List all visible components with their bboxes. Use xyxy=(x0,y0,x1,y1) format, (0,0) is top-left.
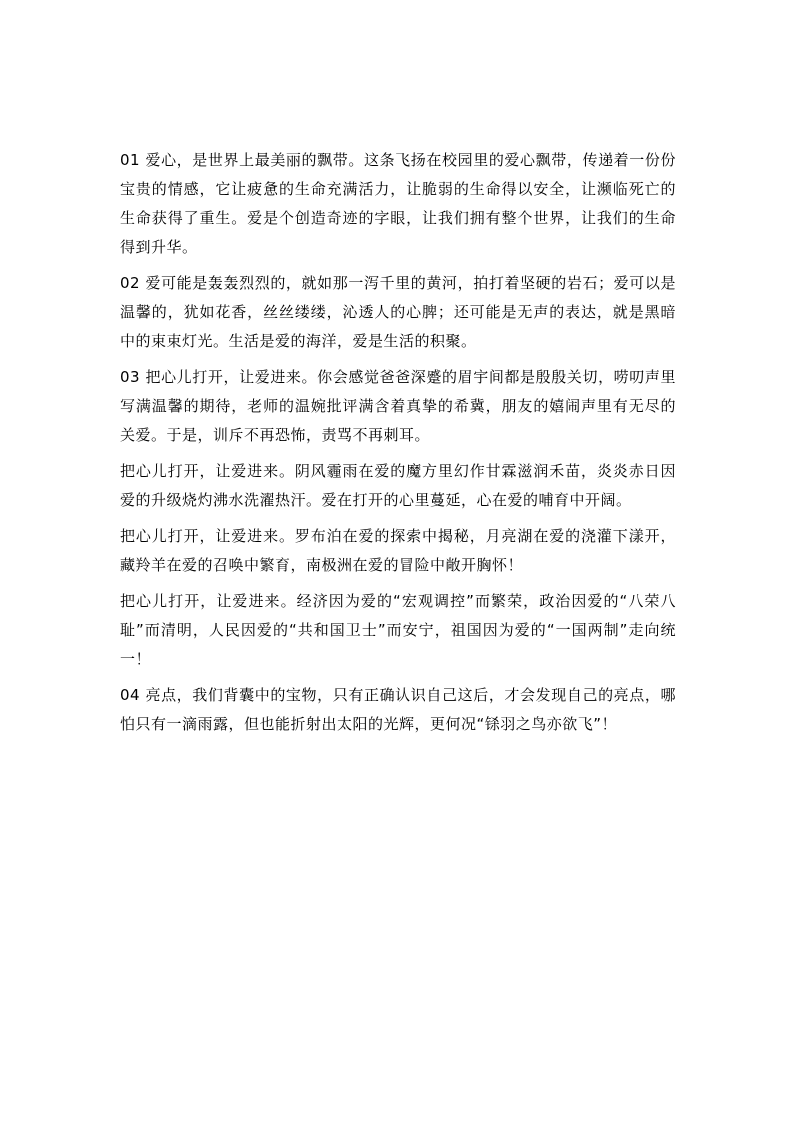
paragraph-01-love-ribbon: 01 爱心，是世界上最美丽的飘带。这条飞扬在校园里的爱心飘带，传递着一份份宝贵的情感，它让疲惫的生命充满活力，让脆弱的生命得以安全，让濒临死亡的生命获得了重生。爱是个创造奇迹的字眼，让我们拥有整个世界，让我们的生命得到升华。 xyxy=(120,151,676,256)
paragraph-open-heart-3: 把心儿打开，让爱进来。罗布泊在爱的探索中揭秘，月亮湖在爱的浇灌下漾开，藏羚羊在爱的召唤中繁育，南极洲在爱的冒险中敞开胸怀！ xyxy=(120,527,676,574)
paragraph-03-open-heart: 03 把心儿打开，让爱进来。你会感觉爸爸深蹙的眉宇间都是殷殷关切，唠叨声里写满温馨的期待，老师的温婉批评满含着真挚的希冀，朋友的嬉闹声里有无尽的关爱。于是，训斥不再恐怖，责骂不再刺耳。 xyxy=(120,368,676,444)
paragraph-open-heart-4: 把心儿打开，让爱进来。经济因为爱的“宏观调控”而繁荣，政治因爱的“八荣八耻”而清明，人民因爱的“共和国卫士”而安宁，祖国因为爱的“一国两制”走向统一！ xyxy=(120,592,676,668)
document-body xyxy=(120,146,676,746)
paragraph-open-heart-2: 把心儿打开，让爱进来。阴风霾雨在爱的魔方里幻作甘霖滋润禾苗，炎炎赤日因爱的升级烧灼沸水洗濯热汗。爱在打开的心里蔓延，心在爱的哺育中开阔。 xyxy=(120,462,676,509)
paragraph-04-highlight: 04 亮点，我们背囊中的宝物，只有正确认识自己这后，才会发现自己的亮点，哪怕只有一滴雨露，但也能折射出太阳的光辉，更何况“铩羽之鸟亦欲飞”！ xyxy=(120,686,676,733)
paragraph-02-love-forms: 02 爱可能是轰轰烈烈的，就如那一泻千里的黄河，拍打着坚硬的岩石；爱可以是温馨的，犹如花香，丝丝缕缕，沁透人的心脾；还可能是无声的表达，就是黑暗中的束束灯光。生活是爱的海洋，爱是生活的积聚。 xyxy=(120,274,676,350)
